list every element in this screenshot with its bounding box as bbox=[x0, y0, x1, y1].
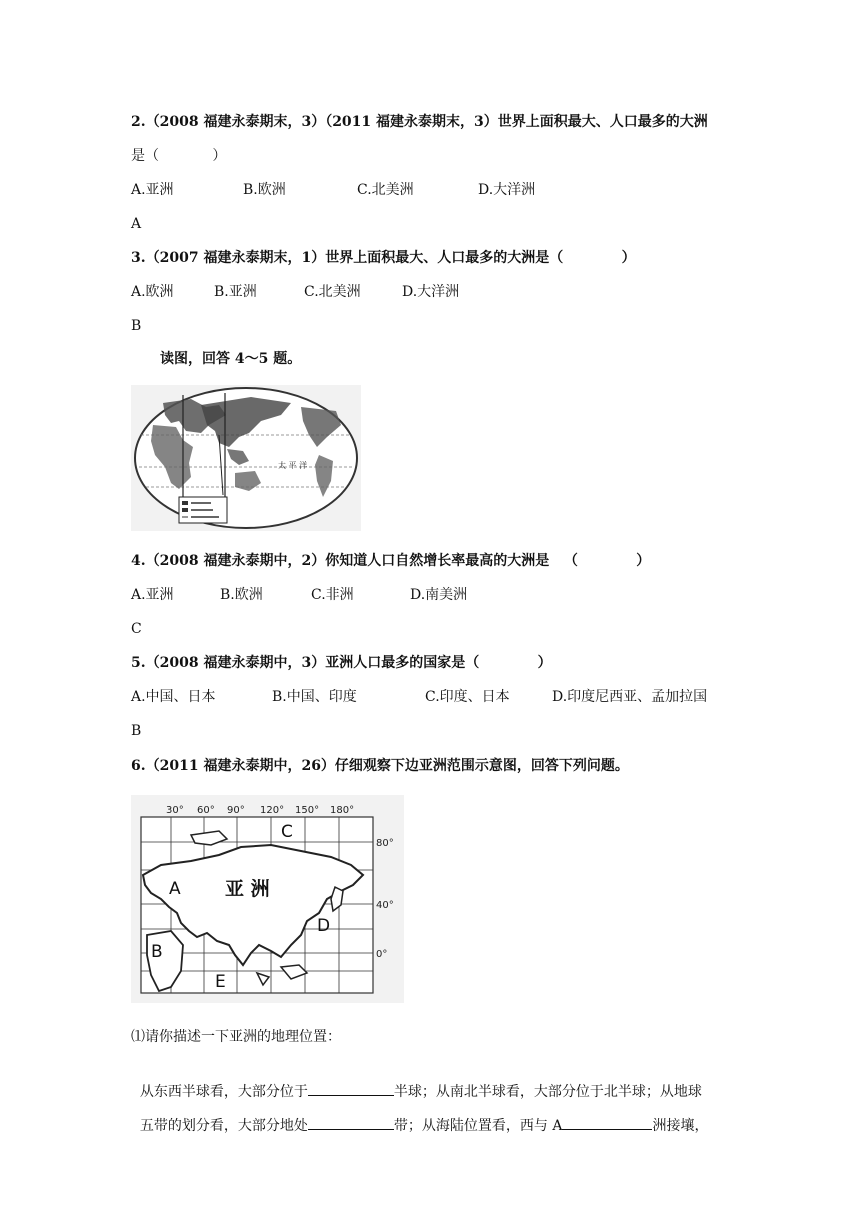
q5-options bbox=[131, 687, 781, 707]
asia-map-title: 亚 洲 bbox=[225, 878, 270, 900]
q2-option-b: B.欧洲 bbox=[243, 182, 286, 198]
q5-answer: B bbox=[131, 723, 142, 739]
lon-label-90: 90° bbox=[227, 805, 245, 816]
q3-option-b: B.亚洲 bbox=[214, 284, 257, 300]
q5-option-a: A.中国、日本 bbox=[131, 689, 216, 705]
sub1-line2-part2: 带；从海陆位置看，西与 A bbox=[393, 1118, 563, 1134]
asia-map-letter-e: E bbox=[215, 972, 226, 992]
asia-range-map bbox=[131, 795, 404, 1003]
world-population-map bbox=[131, 385, 361, 531]
sub1-line1-part1: 从东西半球看，大部分位于 bbox=[139, 1084, 308, 1100]
q6-text: 6.（2011 福建永泰期中，26）仔细观察下边亚洲范围示意图，回答下列问题。 bbox=[131, 758, 629, 774]
q2-line2: 是（ ） bbox=[131, 148, 227, 164]
q4-answer: C bbox=[131, 621, 142, 637]
q2-option-c: C.北美洲 bbox=[357, 182, 414, 198]
q5-text: 5.（2008 福建永泰期中，3）亚洲人口最多的国家是（ ） bbox=[131, 655, 552, 671]
q3-answer: B bbox=[131, 318, 142, 334]
q4-option-b: B.欧洲 bbox=[220, 587, 263, 603]
asia-map-letter-b: B bbox=[151, 942, 163, 962]
lon-label-120: 120° bbox=[260, 805, 285, 816]
sub1-prompt: ⑴请你描述一下亚洲的地理位置： bbox=[131, 1029, 341, 1045]
sub1-line2 bbox=[131, 1094, 708, 1136]
sub1-line2-part1: 五带的划分看，大部分地处 bbox=[139, 1118, 308, 1134]
asia-map-letter-c: C bbox=[281, 822, 293, 842]
q5-option-d: D.印度尼西亚、孟加拉国 bbox=[552, 689, 708, 705]
q2-options bbox=[131, 180, 731, 200]
asia-map-letter-a: A bbox=[169, 879, 181, 899]
q3-option-c: C.北美洲 bbox=[304, 284, 361, 300]
q3-options bbox=[131, 282, 731, 302]
q3-text: 3.（2007 福建永泰期末，1）世界上面积最大、人口最多的大洲是（ ） bbox=[131, 250, 636, 266]
q3-option-a: A.欧洲 bbox=[131, 284, 174, 300]
q2-line1: 2.（2008 福建永泰期末，3）（2011 福建永泰期末，3）世界上面积最大、人口最多的大洲 bbox=[131, 114, 708, 130]
lon-label-60: 60° bbox=[197, 805, 215, 816]
q4-text: 4.（2008 福建永泰期中，2）你知道人口自然增长率最高的大洲是 （ ） bbox=[131, 553, 651, 569]
q4-option-a: A.亚洲 bbox=[131, 587, 174, 603]
q5-option-b: B.中国、印度 bbox=[272, 689, 357, 705]
map-label-pacific: 太 平 洋 bbox=[278, 461, 308, 470]
sub1-line2-part3: 洲接壤， bbox=[652, 1118, 709, 1134]
q4-options bbox=[131, 585, 731, 605]
lon-label-150: 150° bbox=[295, 805, 320, 816]
lat-label-40: 40° bbox=[376, 900, 394, 911]
q5-option-c: C.印度、日本 bbox=[425, 689, 510, 705]
lon-label-180: 180° bbox=[330, 805, 355, 816]
q2-option-d: D.大洋洲 bbox=[478, 182, 536, 198]
blank-continent-a[interactable] bbox=[562, 1114, 652, 1130]
lat-label-80: 80° bbox=[376, 838, 394, 849]
lat-label-0: 0° bbox=[376, 949, 388, 960]
sub1-line1-part2: 半球；从南北半球看，大部分位于北半球；从地球 bbox=[393, 1084, 702, 1100]
lon-label-30: 30° bbox=[166, 805, 184, 816]
q4-option-d: D.南美洲 bbox=[410, 587, 468, 603]
asia-map-letter-d: D bbox=[317, 916, 331, 936]
q4-option-c: C.非洲 bbox=[311, 587, 354, 603]
q2-answer: A bbox=[131, 216, 142, 232]
q3-option-d: D.大洋洲 bbox=[402, 284, 460, 300]
q2-option-a: A.亚洲 bbox=[131, 182, 174, 198]
read-prompt: 读图，回答 4～5 题。 bbox=[160, 351, 302, 367]
blank-zone[interactable] bbox=[308, 1114, 394, 1130]
